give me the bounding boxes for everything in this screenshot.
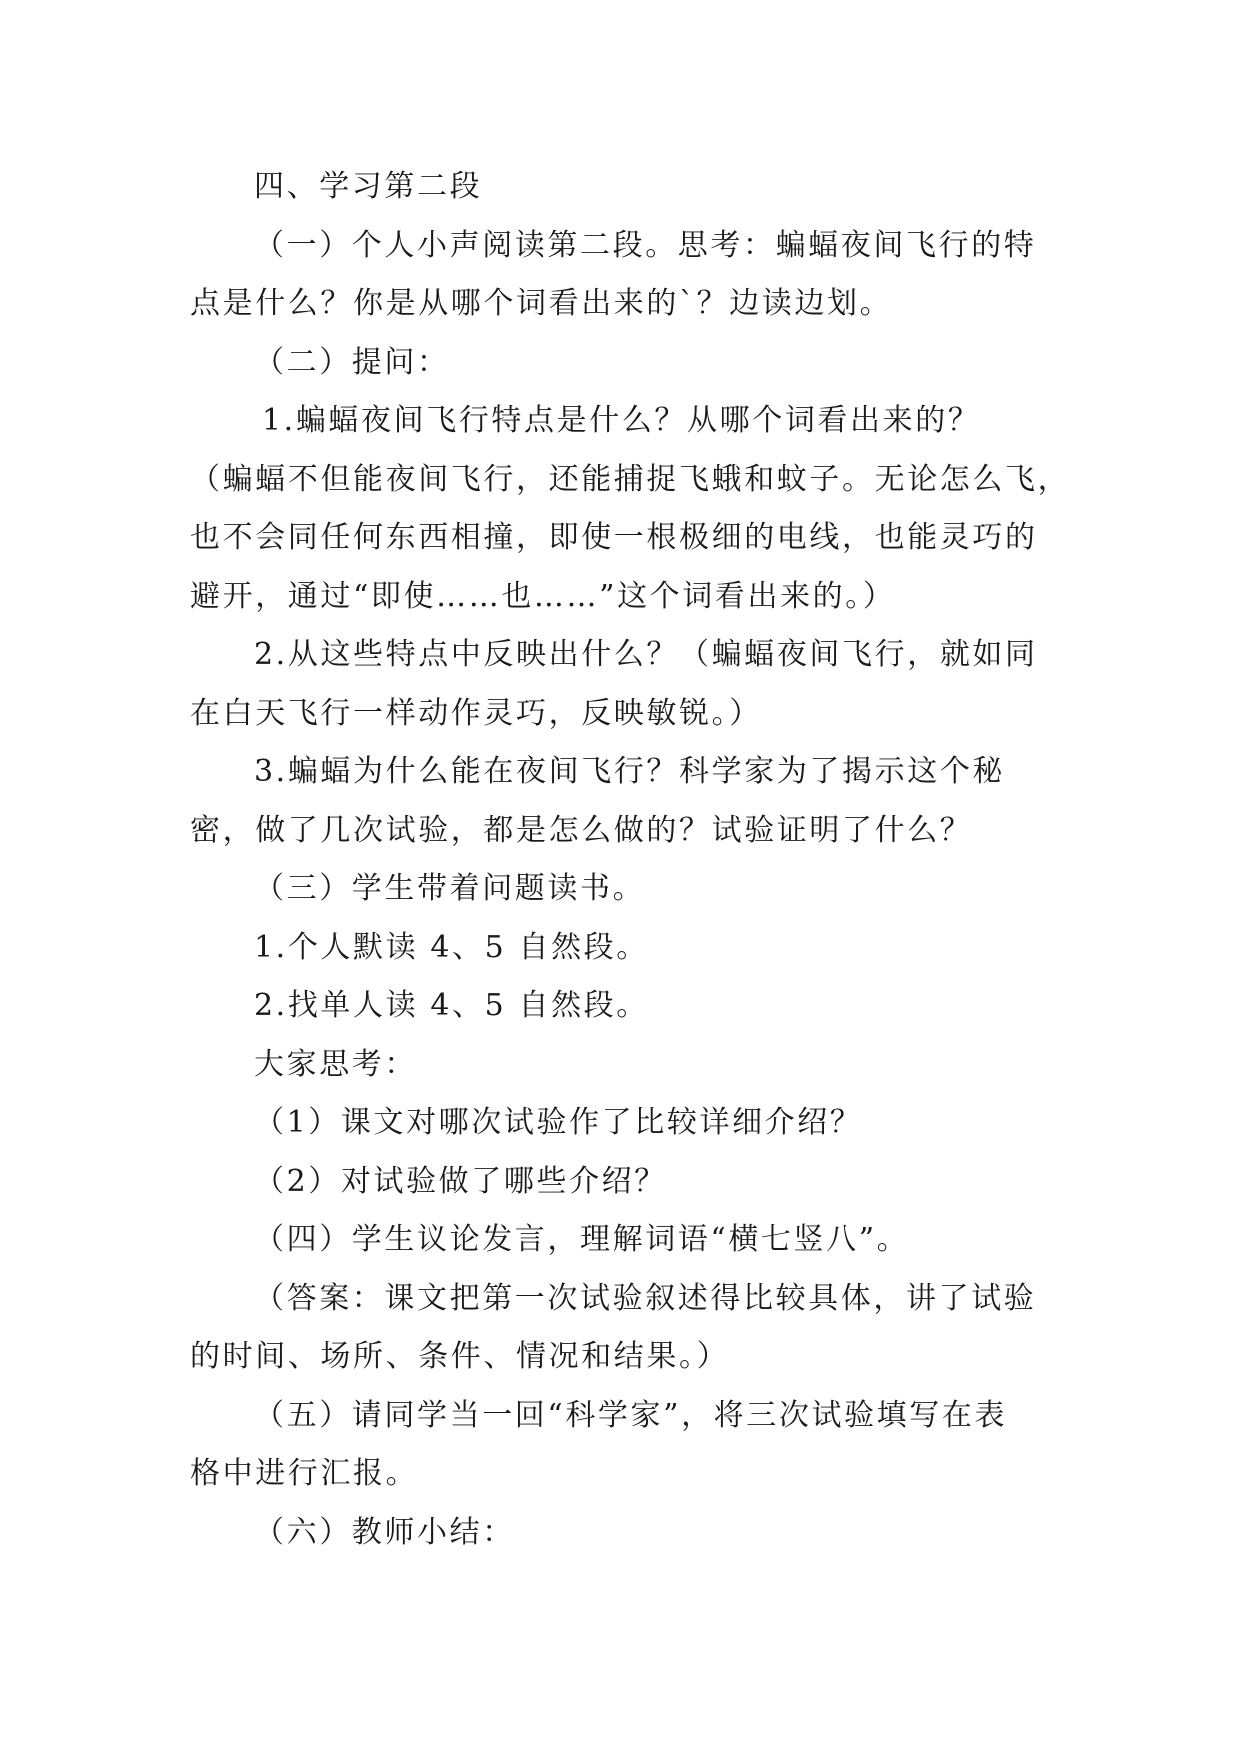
paragraph-line: 在白天飞行一样动作灵巧，反映敏锐。）	[190, 695, 762, 731]
paragraph-line: （二）提问：	[254, 344, 450, 380]
paragraph-line: 大家思考：	[254, 1046, 417, 1082]
paragraph-line: 避开，通过“即使……也……”这个词看出来的。）	[190, 578, 896, 614]
paragraph-line: 也不会同任何东西相撞，即使一根极细的电线，也能灵巧的	[190, 520, 1038, 555]
paragraph-line: （2）对试验做了哪些介绍？	[254, 1163, 667, 1199]
paragraph-line: 格中进行汇报。	[190, 1456, 419, 1491]
paragraph-line: 点是什么？你是从哪个词看出来的`？边读边划。	[190, 286, 893, 321]
paragraph-line: （五）请同学当一回“科学家”，将三次试验填写在表	[254, 1397, 1008, 1433]
paragraph-line: （蝙蝠不但能夜间飞行，还能捕捉飞蛾和蚊子。无论怎么飞，	[190, 461, 1071, 497]
paragraph-line: 1.个人默读 4、5 自然段。	[254, 929, 649, 965]
paragraph-line: 2.从这些特点中反映出什么？（蝙蝠夜间飞行，就如同	[254, 637, 1038, 672]
paragraph-line: （一）个人小声阅读第二段。思考：蝙蝠夜间飞行的特	[254, 227, 1037, 263]
document-body	[190, 158, 1071, 1562]
paragraph-line: （答案：课文把第一次试验叙述得比较具体，讲了试验	[254, 1280, 1037, 1316]
paragraph-line: 2.找单人读 4、5 自然段。	[254, 988, 649, 1023]
paragraph-line: （四）学生议论发言，理解词语“横七竖八”。	[254, 1222, 910, 1257]
paragraph-line: （1）课文对哪次试验作了比较详细介绍？	[254, 1105, 863, 1140]
section-heading: 四、学习第二段	[254, 169, 483, 204]
paragraph-line: 1.蝙蝠夜间飞行特点是什么？从哪个词看出来的？	[262, 403, 981, 438]
paragraph-line: 3.蝙蝠为什么能在夜间飞行？科学家为了揭示这个秘	[254, 754, 1006, 789]
paragraph-line: 密，做了几次试验，都是怎么做的？试验证明了什么？	[190, 812, 973, 848]
paragraph-line: （六）教师小结：	[254, 1514, 515, 1550]
paragraph-line: （三）学生带着问题读书。	[254, 871, 646, 906]
paragraph-line: 的时间、场所、条件、情况和结果。）	[190, 1339, 730, 1374]
